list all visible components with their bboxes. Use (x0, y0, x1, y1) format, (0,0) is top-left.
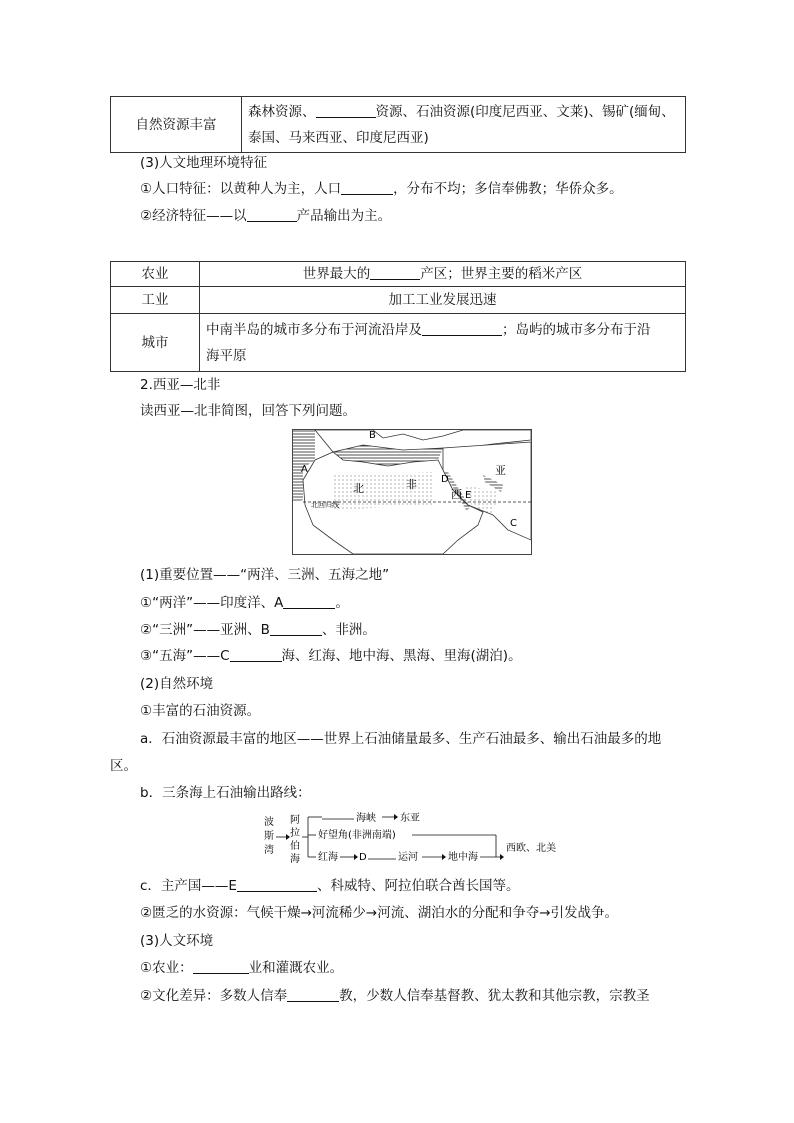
dest-label: 西欧、北美 (506, 843, 556, 854)
red-sea-label: 红海 (318, 852, 338, 863)
blank-population (341, 180, 393, 195)
label-A: A (301, 464, 308, 475)
oil-route-diagram (262, 811, 582, 867)
agri-text-b2: 业和灌溉农业。 (248, 960, 344, 976)
cape-label: 好望角(非洲南端) (318, 830, 396, 841)
canal-label: 运河 (398, 852, 418, 863)
oceans-text-a: ①“两洋”——印度洋、A (140, 595, 284, 611)
arab-2: 拉 (290, 828, 300, 839)
oceans-line (140, 593, 349, 613)
location-heading: (1)重要位置——“两洋、三洲、五海之地” (140, 567, 390, 583)
culture-line (140, 986, 650, 1006)
blank-agri (370, 265, 420, 280)
oil-heading: ①丰富的石油资源。 (140, 703, 261, 719)
label-ya: 亚 (495, 464, 506, 477)
section-intro: 读西亚—北非简图，回答下列问题。 (140, 403, 356, 419)
population-line (140, 179, 623, 199)
agri-label: 农业 (111, 262, 200, 287)
population-text-a: ①人口特征：以黄种人为主，人口 (140, 181, 342, 197)
city-label: 城市 (111, 314, 200, 372)
section-title: 2.西亚—北非 (140, 377, 221, 393)
gulf-1: 波 (264, 817, 274, 828)
top-arrowhead (394, 814, 398, 820)
med-label: 地中海 (448, 852, 478, 863)
producer-line (140, 876, 519, 896)
arab-4: 海 (290, 854, 300, 865)
continents-line (140, 620, 376, 640)
bot-arrowhead3 (500, 854, 504, 860)
east-asia-label: 东亚 (400, 813, 420, 824)
resource-text-c: 泰国、马来西亚、印度尼西亚) (248, 129, 429, 146)
bot-arrowhead1 (354, 854, 358, 860)
culture-text-a: ②文化差异：多数人信奉 (140, 988, 288, 1004)
agri-text-a2: ①农业： (140, 960, 193, 976)
agri-text-a: 世界最大的 (302, 266, 371, 282)
bot-arrowhead2 (442, 854, 446, 860)
arab-1: 阿 (290, 815, 300, 826)
blank-religion (287, 987, 339, 1002)
west-asia-north-africa-map (292, 429, 532, 555)
city-text-c: 海平原 (206, 347, 247, 364)
city-value (200, 314, 686, 372)
continents-text-b: 、非洲。 (321, 622, 376, 638)
agri-value (200, 262, 686, 287)
blank-ocean (283, 594, 335, 609)
blank-economy (247, 207, 297, 222)
economy-text-b: 产品输出为主。 (296, 208, 392, 224)
desert-area (333, 472, 433, 510)
blank-agri2 (193, 959, 249, 974)
industry-label: 工业 (111, 287, 200, 314)
agri-text-b: 产区；世界主要的稻米产区 (420, 266, 583, 282)
label-tropic: 北回归线 (311, 501, 339, 509)
human-heading: (3)人文地理环境特征 (140, 155, 268, 171)
label-xi: 西 (451, 488, 462, 501)
producer-text-a: c．主产国——E (140, 878, 237, 894)
resource-value (242, 97, 686, 153)
label-bei: 北 (353, 482, 364, 495)
culture-text-b: 教，少数人信奉基督教、犹太教和其他宗教，宗教圣 (339, 988, 650, 1004)
resource-label: 自然资源丰富 (111, 97, 242, 153)
oil-a-line1: a．石油资源最丰富的地区——世界上石油储量最多、生产石油最多、输出石油最多的地 (140, 731, 662, 747)
blank-continent (270, 621, 322, 636)
route-svg (262, 811, 582, 867)
seas-text-a: ③“五海”——C (140, 648, 230, 664)
seas-text-b: 海、红海、地中海、黑海、里海(湖泊)。 (281, 648, 522, 664)
resource-text-a: 森林资源、 (248, 103, 316, 120)
producer-text-b: 、科威特、阿拉伯联合酋长国等。 (316, 878, 520, 894)
economy-text-a: ②经济特征——以 (140, 208, 247, 224)
resource-text-b: 资源、石油资源(印度尼西亚、文莱)、锡矿(缅甸、 (375, 103, 675, 120)
continents-text-a: ②“三洲”——亚洲、B (140, 622, 270, 638)
blank-producer (237, 877, 317, 892)
label-D: D (441, 474, 449, 485)
gulf-3: 湾 (264, 845, 274, 856)
label-fei: 非 (406, 478, 417, 491)
city-text-a: 中南半岛的城市多分布于河流沿岸及 (206, 321, 422, 338)
map-svg (293, 430, 531, 554)
d-label: D (359, 852, 367, 863)
gulf-2: 斯 (264, 831, 274, 842)
agri-line (140, 958, 343, 978)
blank-sea (230, 647, 282, 662)
label-E: E (465, 490, 472, 501)
strait-label: 海峡 (356, 813, 376, 824)
label-C: C (510, 518, 517, 529)
culture-heading: (3)人文环境 (140, 933, 214, 949)
economy-line (140, 206, 391, 226)
nature-heading: (2)自然环境 (140, 676, 214, 692)
arab-3: 伯 (290, 841, 300, 852)
blank-forest (316, 103, 376, 118)
industry-value: 加工工业发展迅速 (200, 287, 686, 314)
blank-city (422, 321, 502, 336)
oil-a-line2: 区。 (110, 758, 137, 774)
water-line: ②匮乏的水资源：气候干燥→河流稀少→河流、湖泊水的分配和争夺→引发战争。 (140, 905, 619, 921)
industry-table (110, 261, 686, 372)
city-text-b: ；岛屿的城市多分布于沿 (502, 321, 651, 338)
oceans-text-b: 。 (335, 595, 349, 611)
oil-b-line: b．三条海上石油输出路线： (140, 785, 311, 801)
population-text-b: ，分布不均；多信奉佛教；华侨众多。 (393, 181, 623, 197)
seas-line (140, 646, 522, 666)
label-B: B (369, 430, 376, 441)
resource-table (110, 96, 686, 153)
